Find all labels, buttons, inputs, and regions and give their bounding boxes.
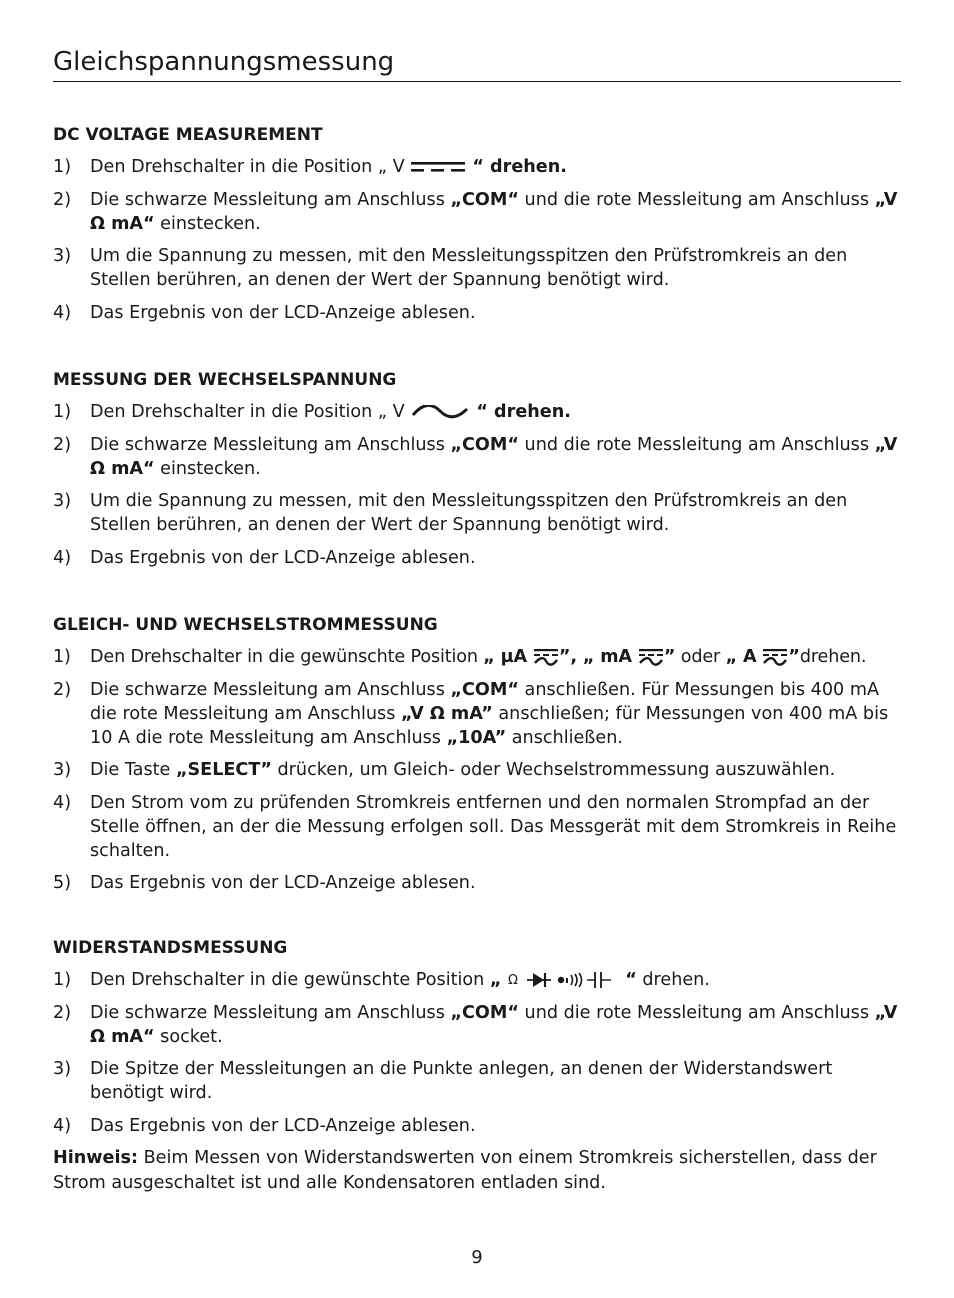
section-heading: WIDERSTANDSMESSUNG xyxy=(53,938,288,958)
list-item: 4) Das Ergebnis von der LCD-Anzeige ablesen. xyxy=(53,302,476,323)
note-paragraph xyxy=(53,1146,901,1196)
step-number: 2) xyxy=(53,189,72,210)
svg-text:Ω: Ω xyxy=(508,973,518,988)
step-number: 2) xyxy=(53,434,72,455)
section-dc-voltage xyxy=(53,123,901,333)
step-number: 5) xyxy=(53,873,72,893)
step-number: 3) xyxy=(53,1059,72,1079)
section-heading: GLEICH- UND WECHSELSTROMMESSUNG xyxy=(53,615,438,635)
step-number: 4) xyxy=(53,547,72,568)
list-item: 4) Den Strom vom zu prüfenden Stromkreis entfernen und den normalen Strompfad an der Stelle öffnen, an der die Messung erfolgen soll. Das Messgerät mit dem Stromkreis in Reihe schalten. xyxy=(53,792,897,861)
list-item: 3) Die Taste „SELECT” drücken, um Gleich- oder Wechselstrommessung auszuwählen. xyxy=(53,760,836,780)
step-number: 1) xyxy=(53,402,72,422)
step-number: 1) xyxy=(53,970,72,990)
list-item: 5) Das Ergebnis von der LCD-Anzeige ablesen. xyxy=(53,873,476,893)
steps-list xyxy=(53,645,901,895)
step-number: 4) xyxy=(53,1115,72,1136)
step-number: 2) xyxy=(53,679,72,700)
ac-dc-icon xyxy=(533,647,559,667)
ac-sine-icon xyxy=(410,402,470,422)
step-number: 1) xyxy=(53,647,71,667)
step-number: 1) xyxy=(53,157,72,177)
list-item: 2) Die schwarze Messleitung am Anschluss „COM“ und die rote Messleitung am Anschluss „V Ω mA“ einstecken. xyxy=(53,434,898,479)
step-number: 3) xyxy=(53,760,72,780)
list-item: 2) Die schwarze Messleitung am Anschluss „COM“ und die rote Messleitung am Anschluss „V Ω mA“ einstecken. xyxy=(53,189,898,234)
step-number: 3) xyxy=(53,246,72,266)
step-number: 3) xyxy=(53,491,72,511)
steps-list xyxy=(53,968,901,1138)
list-item: 4) Das Ergebnis von der LCD-Anzeige ablesen. xyxy=(53,547,476,568)
step-number: 4) xyxy=(53,302,72,323)
section-current xyxy=(53,613,901,904)
title-rule xyxy=(53,81,901,82)
note-label: Hinweis: xyxy=(53,1148,139,1168)
page-title: Gleichspannungsmessung xyxy=(53,47,395,77)
page-number: 9 xyxy=(471,1247,483,1268)
section-ac-voltage xyxy=(53,368,901,578)
note-text: Beim Messen von Widerstandswerten von einem Stromkreis sicherstellen, dass der Strom ausgeschaltet ist und alle Kondensatoren entladen sind. xyxy=(53,1148,877,1193)
list-item: 1) Den Drehschalter in die gewünschte Position „ Ω “ drehen. xyxy=(53,970,710,990)
steps-list xyxy=(53,155,901,325)
list-item: 1) Den Drehschalter in die gewünschte Position „ µA ”, „ mA ” oder „ A ”drehen. xyxy=(53,647,867,667)
list-item: 3) Um die Spannung zu messen, mit den Messleitungsspitzen den Prüfstromkreis an den Stellen berühren, an denen der Wert der Spannung benötigt wird. xyxy=(53,246,848,290)
section-heading: MESSUNG DER WECHSELSPANNUNG xyxy=(53,370,397,390)
list-item: 1) Den Drehschalter in die Position „ V “ drehen. xyxy=(53,157,567,177)
step-number: 4) xyxy=(53,792,72,813)
list-item: 3) Um die Spannung zu messen, mit den Messleitungsspitzen den Prüfstromkreis an den Stellen berühren, an denen der Wert der Spannung benötigt wird. xyxy=(53,491,848,535)
list-item: 2) Die schwarze Messleitung am Anschluss „COM“ anschließen. Für Messungen bis 400 mA die rote Messleitung am Anschluss „V Ω mA” anschließen; für Messungen von 400 mA bis 10 A die rote Messleitung am Anschluss „10A” anschließen. xyxy=(53,679,889,748)
list-item: 3) Die Spitze der Messleitungen an die Punkte anlegen, an denen der Widerstandswert benötigt wird. xyxy=(53,1059,833,1103)
ohm-diode-continuity-capacitance-icon xyxy=(507,970,619,990)
step-number: 2) xyxy=(53,1002,72,1023)
ac-dc-icon xyxy=(638,647,664,667)
section-resistance xyxy=(53,936,901,1214)
dc-voltage-icon xyxy=(410,157,466,177)
section-heading: DC VOLTAGE MEASUREMENT xyxy=(53,125,323,145)
list-item: 4) Das Ergebnis von der LCD-Anzeige ablesen. xyxy=(53,1115,476,1136)
ac-dc-icon xyxy=(762,647,788,667)
list-item: 1) Den Drehschalter in die Position „ V “ drehen. xyxy=(53,402,571,422)
list-item: 2) Die schwarze Messleitung am Anschluss „COM“ und die rote Messleitung am Anschluss „V Ω mA“ socket. xyxy=(53,1002,898,1047)
steps-list xyxy=(53,400,901,570)
